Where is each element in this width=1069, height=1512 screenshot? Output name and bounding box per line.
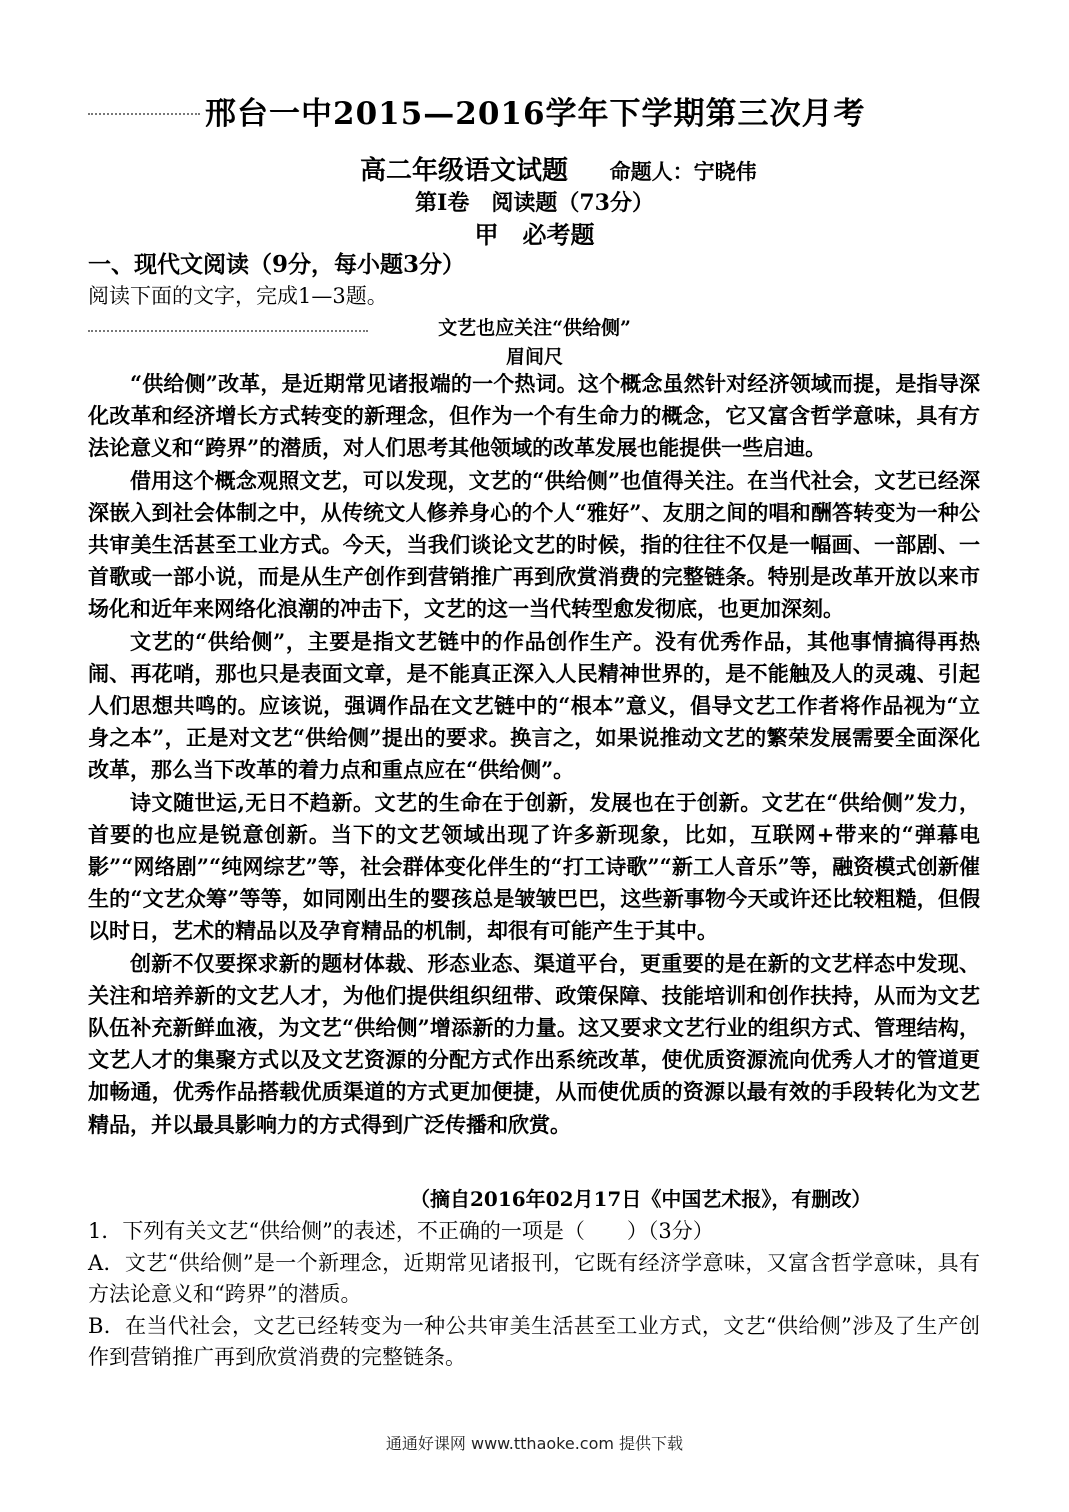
part-heading: 甲 必考题: [474, 220, 595, 249]
volume-heading: 第Ⅰ卷 阅读题（73分）: [415, 190, 654, 216]
question-1: [88, 1216, 980, 1374]
essay-paragraph: 借用这个概念观照文艺，可以发现，文艺的“供给侧”也值得关注。在当代社会，文艺已经深深嵌入到社会体制之中，从传统文人修养身心的个人“雅好”、友朋之间的唱和酬答转变为一种公共审美生活甚至工业方式。今天，当我们谈论文艺的时候，指的往往不仅是一幅画、一部剧、一首歌或一部小说，而是从生产创作到营销推广再到欣赏消费的完整链条。特别是改革开放以来市场化和近年来网络化浪潮的冲击下，文艺的这一当代转型愈发彻底，也更加深刻。: [88, 467, 980, 622]
question-option-b: B．在当代社会，文艺已经转变为一种公共审美生活甚至工业方式，文艺“供给侧”涉及了生产创作到营销推广再到欣赏消费的完整链条。: [88, 1313, 980, 1369]
exam-subtitle: 高二年级语文试题: [360, 156, 569, 186]
section-instruction: 阅读下面的文字，完成1—3题。: [88, 284, 388, 308]
essay-paragraph: 创新不仅要探求新的题材体裁、形态业态、渠道平台，更重要的是在新的文艺样态中发现、关注和培养新的文艺人才，为他们提供组织纽带、政策保障、技能培训和创作扶持，从而为文艺队伍补充新鲜血液，为文艺“供给侧”增添新的力量。这又要求文艺行业的组织方式、管理结构，文艺人才的集聚方式以及文艺资源的分配方式作出系统改革，使优质资源流向优秀人才的管道更加畅通，优秀作品搭载优质渠道的方式更加便捷，从而使优质的资源以最有效的手段转化为文艺精品，并以最具影响力的方式得到广泛传播和欣赏。: [88, 950, 980, 1137]
essay-body: [88, 368, 980, 1141]
essay-author: 眉间尺: [505, 346, 563, 368]
question-stem: 1．下列有关文艺“供给侧”的表述，不正确的一项是（ ）（3分）: [88, 1219, 714, 1243]
essay-paragraph: “供给侧”改革，是近期常见诸报端的一个热词。这个概念虽然针对经济领域而提，是指导深化改革和经济增长方式转变的新理念，但作为一个有生命力的概念，它又富含哲学意味，具有方法论意义和“跨界”的潜质，对人们思考其他领域的改革发展也能提供一些启迪。: [88, 371, 980, 461]
page-footer: 通通好课网 www.tthaoke.com 提供下载: [385, 1434, 684, 1453]
subtitle-row: [360, 150, 757, 187]
essay-paragraph: 诗文随世运,无日不趋新。文艺的生命在于创新，发展也在于创新。文艺在“供给侧”发力，首要的也应是锐意创新。当下的文艺领域出现了许多新现象，比如，互联网+带来的“弹幕电影”“网络剧”“纯网综艺”等，社会群体变化伴生的“打工诗歌”“新工人音乐”等，融资模式创新催生的“文艺众筹”等等，如同刚出生的婴孩总是皱皱巴巴，这些新事物今天或许还比较粗糙，但假以时日，艺术的精品以及孕育精品的机制，却很有可能产生于其中。: [88, 789, 980, 944]
exam-author: 命题人：宁晓伟: [609, 159, 757, 184]
essay-paragraph: 文艺的“供给侧”，主要是指文艺链中的作品创作生产。没有优秀作品，其他事情搞得再热闹、再花哨，那也只是表面文章，是不能真正深入人民精神世界的，是不能触及人的灵魂、引起人们思想共鸣的。应该说，强调作品在文艺链中的“根本”意义，倡导文艺工作者将作品视为“立身之本”，正是对文艺“供给侧”提出的要求。换言之，如果说推动文艺的繁荣发展需要全面深化改革，那么当下改革的着力点和重点应在“供给侧”。: [88, 628, 980, 783]
question-option-a: A．文艺“供给侧”是一个新理念，近期常见诸报刊，它既有经济学意味，又富含哲学意味，具有方法论意义和“跨界”的潜质。: [88, 1250, 980, 1306]
essay-source: （摘自2016年02月17日《中国艺术报》，有删改）: [410, 1187, 872, 1211]
section-heading: 一、现代文阅读（9分，每小题3分）: [88, 251, 466, 278]
exam-title: 邢台一中2015—2016学年下学期第三次月考: [205, 96, 866, 132]
dotted-leader: [88, 113, 200, 115]
essay-title: 文艺也应关注“供给侧”: [438, 317, 631, 339]
